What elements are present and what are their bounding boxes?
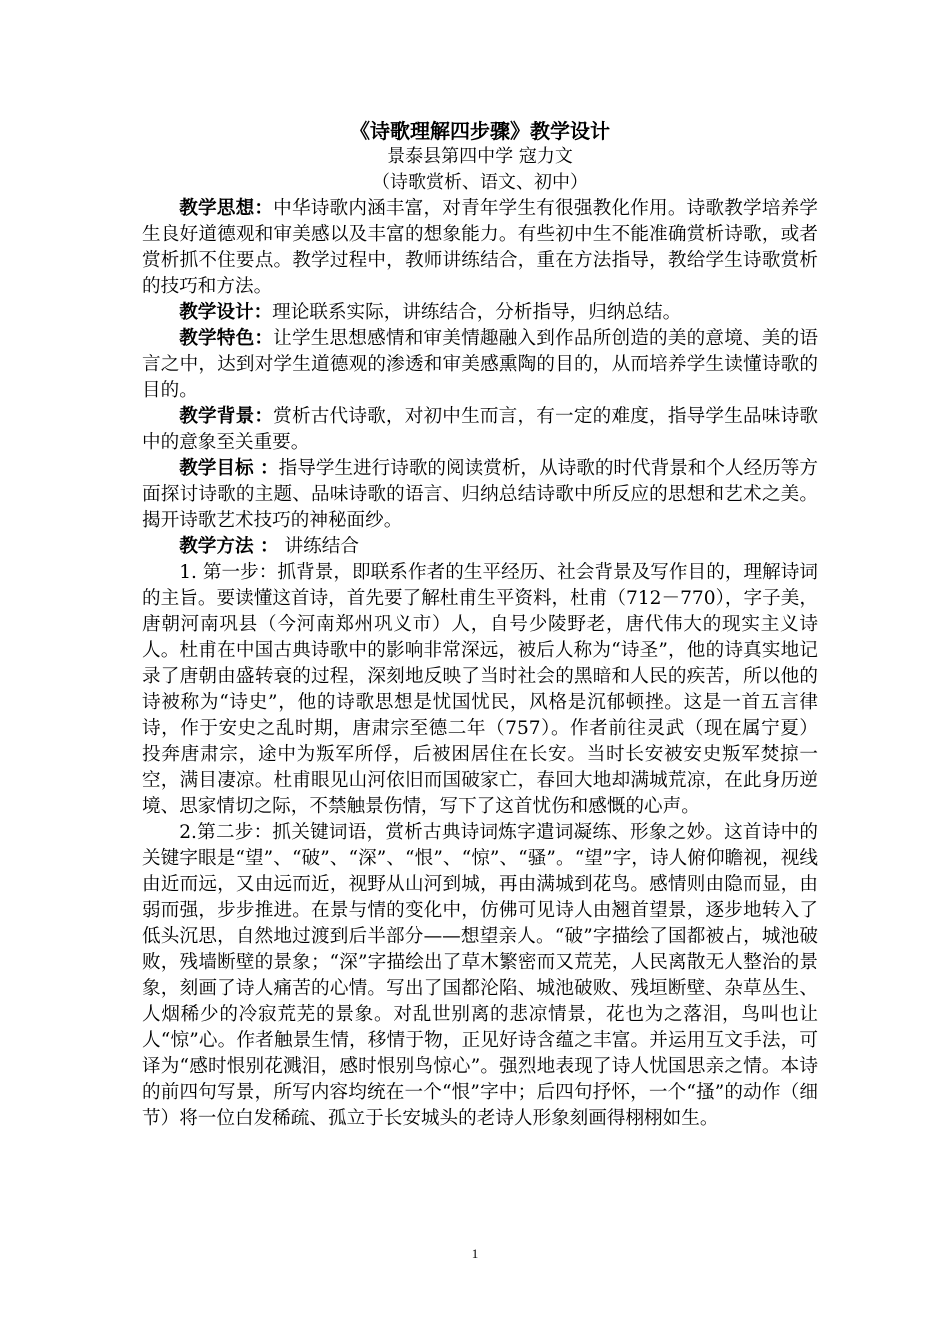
section-teaching-goal bbox=[142, 456, 818, 534]
section-teaching-feature bbox=[142, 326, 818, 404]
page-number: 1 bbox=[471, 1246, 479, 1261]
category-line: （诗歌赏析、语文、初中） bbox=[372, 172, 588, 193]
section-text: 理论联系实际，讲练结合，分析指导，归纳总结。 bbox=[272, 302, 682, 323]
section-label: 教学设计： bbox=[179, 302, 273, 323]
step-one-paragraph: 1. 第一步：抓背景，即联系作者的生平经历、社会背景及写作目的，理解诗词的主旨。要读懂这首诗，首先要了解杜甫生平资料，杜甫（712－770），字子美，唐朝河南巩县（今河南郑州巩义市）人，自号少陵野老，唐代伟大的现实主义诗人。杜甫在中国古典诗歌中的影响非常深远，被后人称为“诗圣”，他的诗真实地记录了唐朝由盛转衰的过程，深刻地反映了当时社会的黑暗和人民的疾苦，所以他的诗被称为“诗史”，他的诗歌思想是忧国忧民，风格是沉郁顿挫。这是一首五言律诗，作于安史之乱时期，唐肃宗至德二年（757）。作者前往灵武（现在属宁夏）投奔唐肃宗，途中为叛军所俘，后被困居住在长安。当时长安被安史叛军焚掠一空，满目凄凉。杜甫眼见山河依旧而国破家亡，春回大地却满城荒凉，在此身历逆境、思家情切之际，不禁触景伤情，写下了这首忧伤和感慨的心声。 bbox=[142, 562, 818, 817]
section-label: 教学方法 ： bbox=[179, 536, 279, 557]
section-text: 中华诗歌内涵丰富，对青年学生有很强教化作用。诗歌教学培养学生良好道德观和审美感以及丰富的想象能力。有些初中生不能准确赏析诗歌，或者赏析抓不住要点。教学过程中，教师讲练结合，重在方法指导，教给学生诗歌赏析的技巧和方法。 bbox=[142, 198, 818, 297]
author-line: 景泰县第四中学 寇力文 bbox=[387, 146, 573, 167]
section-text: 让学生思想感情和审美情趣融入到作品所创造的美的意境、美的语言之中，达到对学生道德观的渗透和审美感熏陶的目的，从而培养学生读懂诗歌的目的。 bbox=[142, 328, 818, 401]
section-teaching-thought bbox=[142, 196, 818, 300]
section-label: 教学思想： bbox=[179, 198, 274, 219]
step-two-paragraph: 2.第二步：抓关键词语，赏析古典诗词炼字遣词凝练、形象之妙。这首诗中的关键字眼是“望”、“破”、“深”、“恨”、“惊”、“骚”。“望”字，诗人俯仰瞻视，视线由近而远，又由远而近，视野从山河到城，再由满城到花鸟。感情则由隐而显，由弱而强，步步推进。在景与情的变化中，仿佛可见诗人由翘首望景，逐步地转入了低头沉思，自然地过渡到后半部分——想望亲人。“破”字描绘了国都被占，城池破败，残墙断壁的景象；“深”字描绘出了草木繁密而又荒芜，人民离散无人整治的景象，刻画了诗人痛苦的心情。写出了国都沦陷、城池破败、残垣断壁、杂草丛生、人烟稀少的冷寂荒芜的景象。对乱世别离的悲凉情景，花也为之落泪，鸟叫也让人“惊”心。作者触景生情，移情于物，正见好诗含蕴之丰富。并运用互文手法，可译为“感时恨别花溅泪，感时恨别鸟惊心”。强烈地表现了诗人忧国思亲之情。本诗的前四句写景，所写内容均统在一个“恨”字中；后四句抒怀，一个“搔”的动作（细节）将一位白发稀疏、孤立于长安城头的老诗人形象刻画得栩栩如生。 bbox=[142, 822, 818, 1129]
section-text: 指导学生进行诗歌的阅读赏析，从诗歌的时代背景和个人经历等方面探讨诗歌的主题、品味诗歌的语言、归纳总结诗歌中所反应的思想和艺术之美。揭开诗歌艺术技巧的神秘面纱。 bbox=[142, 458, 818, 531]
section-teaching-design bbox=[142, 300, 818, 326]
section-label: 教学特色： bbox=[179, 328, 274, 349]
document-page bbox=[142, 118, 818, 1132]
section-text: 讲练结合 bbox=[278, 536, 359, 557]
section-label: 教学目标 ： bbox=[179, 458, 279, 479]
section-teaching-background bbox=[142, 404, 818, 456]
section-text: 赏析古代诗歌，对初中生而言，有一定的难度，指导学生品味诗歌中的意象至关重要。 bbox=[142, 406, 818, 453]
section-teaching-method bbox=[142, 534, 818, 560]
document-title: 《诗歌理解四步骤》教学设计 bbox=[350, 119, 610, 143]
section-label: 教学背景： bbox=[179, 406, 274, 427]
